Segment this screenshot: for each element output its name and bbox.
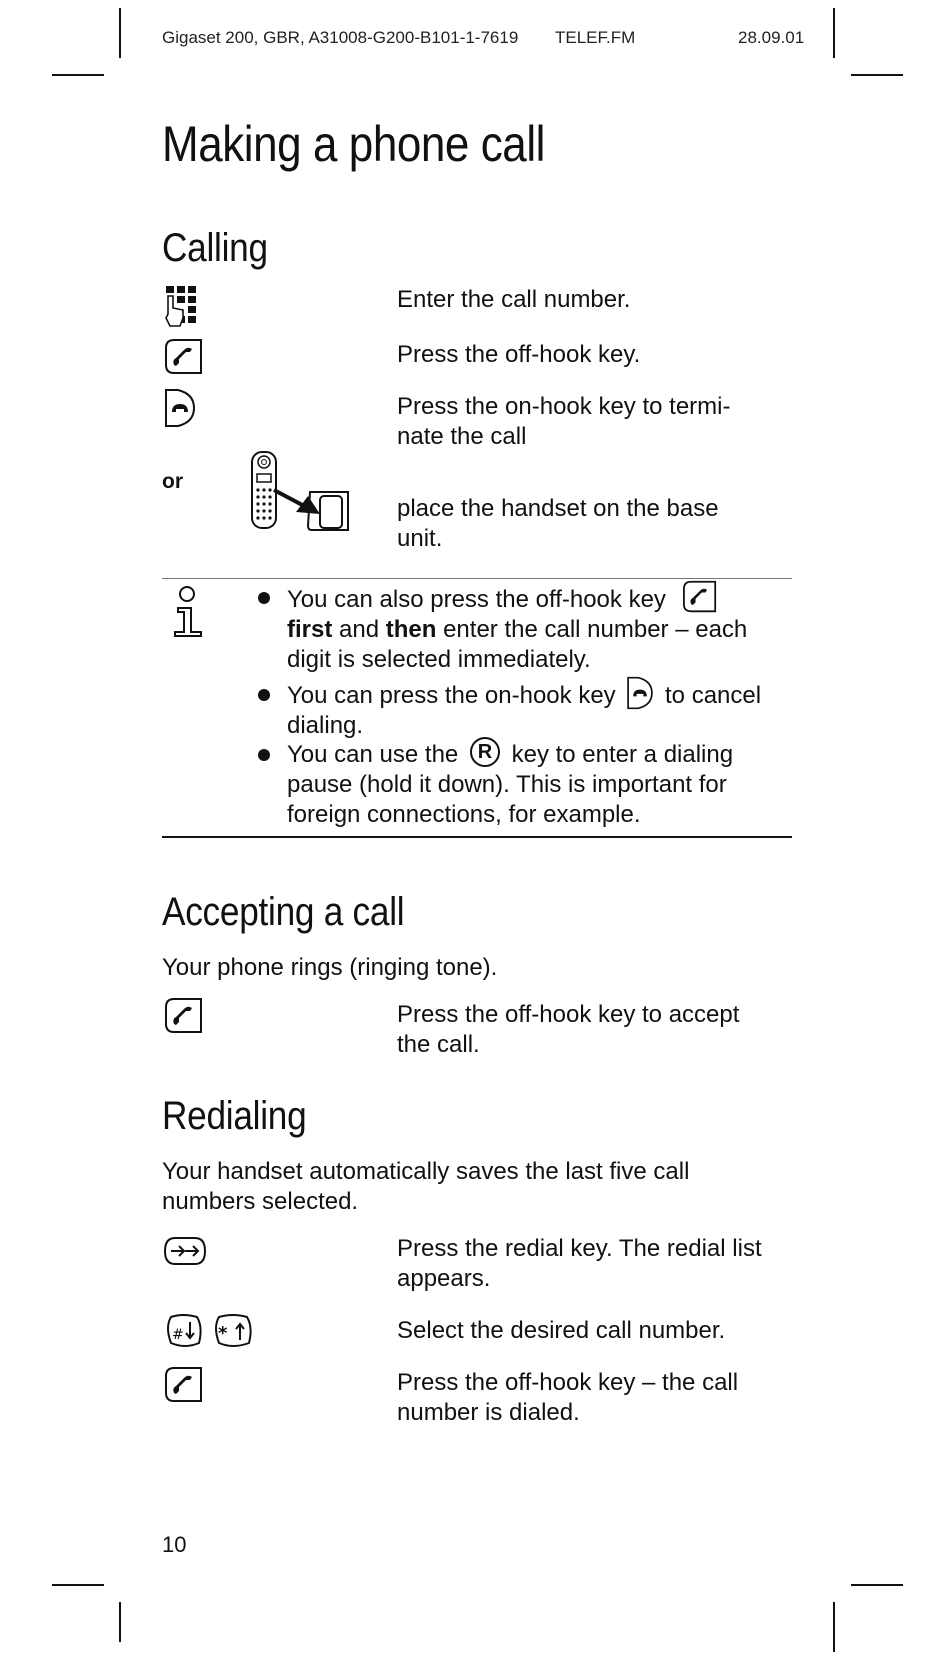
off-hook-key-icon xyxy=(164,997,204,1035)
info-rule-top xyxy=(162,578,792,579)
header-date: 28.09.01 xyxy=(738,28,805,47)
crop-mark xyxy=(833,1602,835,1652)
info-b1-rest: enter the call number – each xyxy=(436,616,748,643)
step-onhook xyxy=(397,392,797,452)
step-select: Select the desired call number. xyxy=(397,1317,726,1344)
bullet xyxy=(258,749,270,761)
step-accept xyxy=(397,1000,797,1060)
on-hook-key-icon xyxy=(164,388,196,428)
page-title: Making a phone call xyxy=(162,116,546,172)
off-hook-key-icon xyxy=(164,338,204,376)
or-label: or xyxy=(162,470,183,493)
step-enter-number: Enter the call number. xyxy=(397,286,631,313)
step-base-line2: unit. xyxy=(397,525,443,552)
crop-mark xyxy=(52,74,104,76)
info-b2-line1-pre: You can press the on-hook key xyxy=(287,682,616,709)
keypad-icon xyxy=(164,284,204,328)
step-accept-line2: the call. xyxy=(397,1031,480,1058)
step-accept-line1: Press the off-hook key to accept xyxy=(397,1001,740,1028)
hash-down-key-icon xyxy=(163,1313,205,1349)
off-hook-key-icon xyxy=(681,580,719,614)
redialing-intro-line1: Your handset automatically saves the last five call xyxy=(162,1158,690,1185)
info-bullet-3 xyxy=(287,736,807,830)
header-file: TELEF.FM xyxy=(555,28,636,47)
step-place-on-base xyxy=(397,494,797,554)
step-onhook-line2: nate the call xyxy=(397,423,527,450)
crop-mark xyxy=(52,1584,104,1586)
section-heading-calling: Calling xyxy=(162,226,268,270)
accepting-intro: Your phone rings (ringing tone). xyxy=(162,954,498,981)
svg-text:#: # xyxy=(172,1327,184,1343)
info-b1-and: and xyxy=(332,616,386,643)
info-b1-first: first xyxy=(287,616,333,643)
redialing-intro xyxy=(162,1157,802,1217)
info-b3-line1-pre: You can use the xyxy=(287,741,459,768)
step-dial-line1: Press the off-hook key – the call xyxy=(397,1369,739,1396)
handset-on-base-icon xyxy=(248,450,354,534)
on-hook-key-icon xyxy=(626,676,654,710)
info-b3-line1-post: key to enter a dialing xyxy=(511,741,734,768)
step-redial xyxy=(397,1234,797,1294)
info-b1-line1: You can also press the off-hook key xyxy=(287,586,666,613)
section-heading-redialing: Redialing xyxy=(162,1094,307,1138)
header-doc-id: Gigaset 200, GBR, A31008-G200-B101-1-7619 xyxy=(162,28,519,47)
info-b1-then: then xyxy=(385,616,437,643)
step-dial xyxy=(397,1368,797,1428)
off-hook-key-icon xyxy=(164,1366,204,1404)
redialing-intro-line2: numbers selected. xyxy=(162,1188,359,1215)
crop-mark xyxy=(851,1584,903,1586)
bullet xyxy=(258,689,270,701)
step-offhook: Press the off-hook key. xyxy=(397,341,641,368)
svg-text:*: * xyxy=(218,1323,228,1344)
info-b2-line1-post: to cancel xyxy=(665,682,762,709)
step-redial-line1: Press the redial key. The redial list xyxy=(397,1235,762,1262)
info-b3-line2: pause (hold it down). This is important for xyxy=(287,771,727,798)
step-base-line1: place the handset on the base xyxy=(397,495,719,522)
info-b3-line3: foreign connections, for example. xyxy=(287,801,641,828)
step-redial-line2: appears. xyxy=(397,1265,491,1292)
crop-mark xyxy=(851,74,903,76)
step-onhook-line1: Press the on-hook key to termi- xyxy=(397,393,731,420)
r-key-icon xyxy=(469,736,501,768)
page-number: 10 xyxy=(162,1532,187,1557)
info-bullet-1 xyxy=(287,580,807,675)
info-icon xyxy=(170,586,206,638)
bullet xyxy=(258,592,270,604)
info-rule-bottom xyxy=(162,836,792,838)
star-up-key-icon xyxy=(211,1313,255,1349)
crop-mark xyxy=(833,8,835,58)
step-dial-line2: number is dialed. xyxy=(397,1399,580,1426)
redial-key-icon xyxy=(163,1235,207,1267)
section-heading-accepting: Accepting a call xyxy=(162,890,405,934)
info-b1-line3: digit is selected immediately. xyxy=(287,646,591,673)
crop-mark xyxy=(119,8,121,58)
r-key-label: R xyxy=(477,741,493,763)
info-bullet-2 xyxy=(287,676,807,741)
info-b2-line2: dialing. xyxy=(287,712,364,739)
crop-mark xyxy=(119,1602,121,1642)
